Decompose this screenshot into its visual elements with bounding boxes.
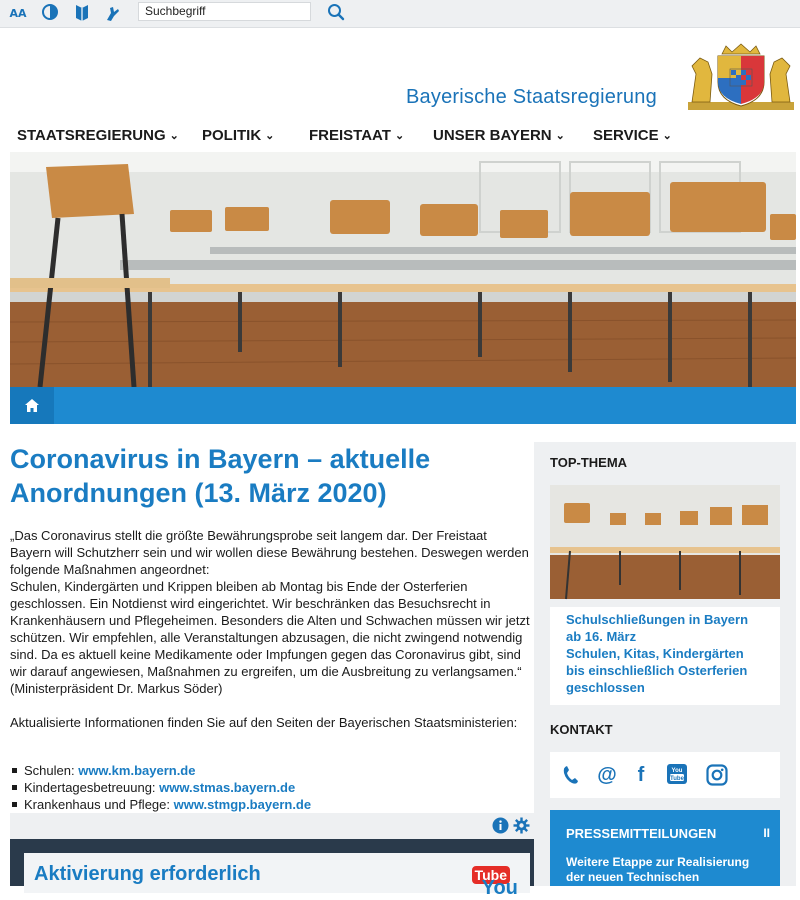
- chevron-down-icon: ⌄: [265, 130, 275, 142]
- search-icon[interactable]: [327, 3, 345, 21]
- bavarian-coat-of-arms-icon[interactable]: [688, 44, 794, 110]
- contact-links: [550, 752, 780, 798]
- hands-icon[interactable]: [102, 4, 122, 24]
- chevron-down-icon: ⌄: [394, 130, 405, 142]
- font-size-icon[interactable]: AA: [9, 7, 27, 20]
- chevron-down-icon: ⌄: [169, 130, 179, 142]
- instagram-icon[interactable]: [706, 764, 728, 786]
- home-icon[interactable]: [10, 387, 54, 424]
- top-thema-teaser-link[interactable]: Schulschließungen in Bayern ab 16. März Schulen, Kitas, Kindergärten bis einschließlich Osterferien geschlossen: [550, 607, 780, 705]
- contrast-icon[interactable]: [40, 4, 60, 24]
- at-icon[interactable]: @: [597, 764, 617, 786]
- video-activation-notice: Aktivierung erforderlich: [34, 863, 261, 885]
- nav-item-freistaat[interactable]: FREISTAAT ⌄: [309, 127, 405, 144]
- phone-icon[interactable]: [560, 764, 582, 786]
- press-release-title[interactable]: Weitere Etappe zur Realisierung der neuen Technischen Universität: [566, 855, 750, 899]
- gear-icon[interactable]: [513, 817, 530, 834]
- quote-paragraph-2: Schulen, Kindergärten und Krippen bleiben ab Montag bis Ende der Osterferien geschlossen. Ein Notdienst wird eingerichtet. Wir beschränken das Besuchsrecht in Krankenhäusern und Pflegeheimen. Besonders die Alten und Schwachen müssen wir jetzt schützen. Wir empfehlen, alle Veranstaltungen abzusagen, die nicht zwingend notwendig sind. Da es aktuell keine Medikamente oder Impfungen gegen das Coronavirus gibt, sind wir darauf angewiesen, Maßnahmen zu ergreifen, um die Ausbreitung zu verlangsamen.“ (Ministerpräsident Dr. Markus Söder): [10, 579, 530, 696]
- media-toolbar: [10, 813, 534, 839]
- book-icon[interactable]: [72, 4, 92, 24]
- chevron-down-icon: ⌄: [555, 130, 565, 142]
- site-title[interactable]: Bayerische Staatsregierung: [406, 86, 657, 108]
- youtube-logo: You Tube: [472, 867, 510, 883]
- sidebar: [534, 442, 796, 899]
- hero-image-classroom: [10, 152, 796, 387]
- list-item: Krankenhaus und Pflege: www.stmgp.bayern.de: [10, 796, 530, 813]
- ministries-link-list: [10, 762, 530, 813]
- press-heading: PRESSEMITTEILUNGEN: [566, 826, 717, 841]
- nav-item-politik[interactable]: POLITIK ⌄: [202, 127, 275, 144]
- page-title: Coronavirus in Bayern – aktuelle Anordnungen (13. März 2020): [10, 444, 431, 508]
- article-quote: [10, 527, 530, 697]
- pause-icon[interactable]: II: [763, 826, 770, 840]
- nav-item-staatsregierung[interactable]: STAATSREGIERUNG ⌄: [17, 127, 179, 144]
- main-navigation: [0, 121, 800, 152]
- link-stmgp-bayern[interactable]: www.stmgp.bayern.de: [173, 797, 312, 812]
- info-icon[interactable]: [492, 817, 509, 834]
- kontakt-heading: KONTAKT: [550, 722, 613, 737]
- utility-bar: [0, 0, 800, 28]
- top-thema-heading: TOP-THEMA: [550, 455, 628, 470]
- nav-item-unser-bayern[interactable]: UNSER BAYERN ⌄: [433, 127, 565, 144]
- svg-text:Tube: Tube: [670, 776, 684, 782]
- press-releases-panel[interactable]: [550, 810, 780, 899]
- link-km-bayern[interactable]: www.km.bayern.de: [78, 763, 196, 778]
- list-item: Kindertagesbetreuung: www.stmas.bayern.de: [10, 779, 530, 796]
- quote-paragraph-1: „Das Coronavirus stellt die größte Bewährungsprobe seit langem dar. Der Freistaat Bayern will Schutzherr sein und wir wollen diese Bewährung bestehen. Deswegen werden folgende Maßnahmen angeordnet:: [10, 528, 529, 577]
- top-thema-thumbnail[interactable]: [550, 485, 780, 599]
- chevron-down-icon: ⌄: [662, 130, 672, 142]
- search-input[interactable]: Suchbegriff: [138, 2, 311, 21]
- nav-item-service[interactable]: SERVICE ⌄: [593, 127, 672, 144]
- list-item: Schulen: www.km.bayern.de: [10, 762, 530, 779]
- video-consent-card[interactable]: [24, 853, 530, 899]
- video-embed[interactable]: [10, 839, 534, 899]
- youtube-icon[interactable]: [666, 764, 688, 786]
- link-stmas-bayern[interactable]: www.stmas.bayern.de: [159, 780, 296, 795]
- ministries-intro: Aktualisierte Informationen finden Sie auf den Seiten der Bayerischen Staatsministerien:: [10, 715, 518, 730]
- svg-text:You: You: [671, 768, 683, 774]
- breadcrumb: [10, 387, 796, 424]
- facebook-icon[interactable]: f: [637, 764, 645, 786]
